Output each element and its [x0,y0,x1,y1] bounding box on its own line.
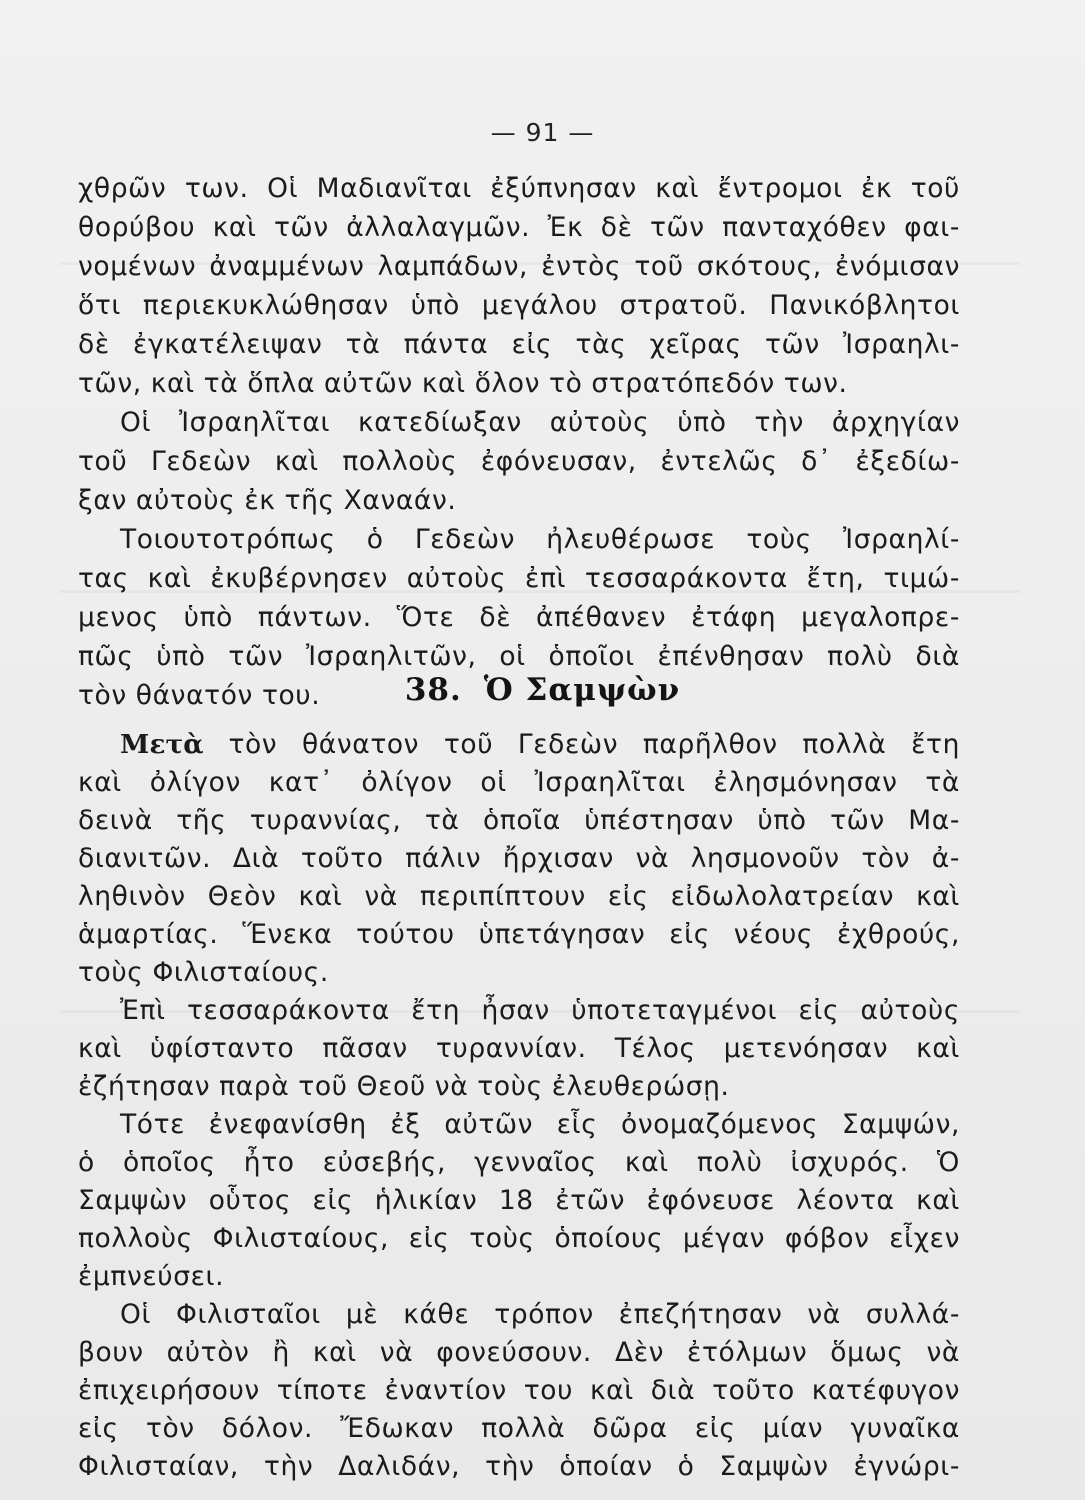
text-line: Φιλισταίαν, τὴν Δαλιδάν, τὴν ὁποίαν ὁ Σαμψὼν ἐγνώρι- [78,1451,960,1482]
text-line: τῶν, καὶ τὰ ὅπλα αὐτῶν καὶ ὅλον τὸ στρατόπεδόν των. [78,368,848,399]
text-line: Σαμψὼν οὗτος εἰς ἡλικίαν 18 ἐτῶν ἐφόνευσε λέοντα καὶ [78,1185,960,1216]
text-line: ξαν αὐτοὺς ἐκ τῆς Χαναάν. [78,485,457,516]
lead-word: Μετὰ [120,729,204,760]
text-line: ληθινὸν Θεὸν καὶ νὰ περιπίπτουν εἰς εἰδωλολατρείαν καὶ [78,881,960,912]
text-line: τοῦ Γεδεὼν καὶ πολλοὺς ἐφόνευσαν, ἐντελῶς δ᾿ ἐξεδίω- [78,446,960,477]
text-line: μενος ὑπὸ πάντων. Ὅτε δὲ ἀπέθανεν ἐτάφη μεγαλοπρε- [78,602,960,633]
text-line: ὅτι περιεκυκλώθησαν ὑπὸ μεγάλου στρατοῦ. Πανικόβλητοι [78,290,960,321]
text-line: ἐμπνεύσει. [78,1261,225,1292]
text-line: καὶ ὑφίσταντο πᾶσαν τυραννίαν. Τέλος μετενόησαν καὶ [78,1033,960,1064]
text-line: Οἱ Ἰσραηλῖται κατεδίωξαν αὐτοὺς ὑπὸ τὴν ἀρχηγίαν [120,407,960,438]
text-line: δὲ ἐγκατέλειψαν τὰ πάντα εἰς τὰς χεῖρας τῶν Ἰσραηλι- [78,329,960,360]
text-line: Ἐπὶ τεσσαράκοντα ἔτη ἦσαν ὑποτεταγμένοι εἰς αὐτοὺς [120,995,960,1026]
text-line: Τοιουτοτρόπως ὁ Γεδεὼν ἠλευθέρωσε τοὺς Ἰσραηλί- [120,524,960,555]
chapter-title: Ὁ Σαμψὼν [483,672,681,708]
text-line: διανιτῶν. Διὰ τοῦτο πάλιν ἤρχισαν νὰ λησμονοῦν τὸν ἀ- [78,843,960,874]
text-line: βουν αὐτὸν ἢ καὶ νὰ φονεύσουν. Δὲν ἐτόλμων ὅμως νὰ [78,1337,960,1368]
text-line: καὶ ὀλίγον κατ᾿ ὀλίγον οἱ Ἰσραηλῖται ἐλησμόνησαν τὰ [78,767,960,798]
text-line: ἁμαρτίας. Ἕνεκα τούτου ὑπετάγησαν εἰς νέους ἐχθρούς, [78,919,960,950]
text-line: ἐπιχειρήσουν τίποτε ἐναντίον του καὶ διὰ τοῦτο κατέφυγον [78,1375,960,1406]
text-line: χθρῶν των. Οἱ Μαδιανῖται ἐξύπνησαν καὶ ἔντρομοι ἐκ τοῦ [78,173,960,204]
text-line: δεινὰ τῆς τυραννίας, τὰ ὁποῖα ὑπέστησαν ὑπὸ τῶν Μα- [78,805,960,836]
lead-line-rest: τὸν θάνατον τοῦ Γεδεὼν παρῆλθον πολλὰ ἔτη [228,729,960,760]
text-line: θορύβου καὶ τῶν ἀλλαλαγμῶν. Ἐκ δὲ τῶν πανταχόθεν φαι- [78,212,960,243]
text-line: ὁ ὁποῖος ἦτο εὐσεβής, γενναῖος καὶ πολὺ ἰσχυρός. Ὁ [78,1147,960,1178]
chapter-number: 38. [404,672,462,708]
text-line: πῶς ὑπὸ τῶν Ἰσραηλιτῶν, οἱ ὁποῖοι ἐπένθησαν πολὺ διὰ [78,641,960,672]
text-line: τὸν θάνατόν του. [78,680,321,711]
text-line: τας καὶ ἐκυβέρνησεν αὐτοὺς ἐπὶ τεσσαράκοντα ἔτη, τιμώ- [78,563,960,594]
text-line: νομένων ἀναμμένων λαμπάδων, ἐντὸς τοῦ σκότους, ἐνόμισαν [78,251,960,282]
text-line: Τότε ἐνεφανίσθη ἐξ αὐτῶν εἷς ὀνομαζόμενος Σαμψών, [120,1109,960,1140]
text-line: εἰς τὸν δόλον. Ἔδωκαν πολλὰ δῶρα εἰς μίαν γυναῖκα [78,1413,960,1444]
text-line: Οἱ Φιλισταῖοι μὲ κάθε τρόπον ἐπεζήτησαν νὰ συλλά- [120,1299,960,1330]
chapter-heading [0,672,1085,708]
text-line: τοὺς Φιλισταίους. [78,957,329,988]
text-line: πολλοὺς Φιλισταίους, εἰς τοὺς ὁποίους μέγαν φόβον εἶχεν [78,1223,960,1254]
page-number: — 91 — [490,118,595,147]
text-line: ἐζήτησαν παρὰ τοῦ Θεοῦ νὰ τοὺς ἐλευθερώσῃ. [78,1071,730,1102]
